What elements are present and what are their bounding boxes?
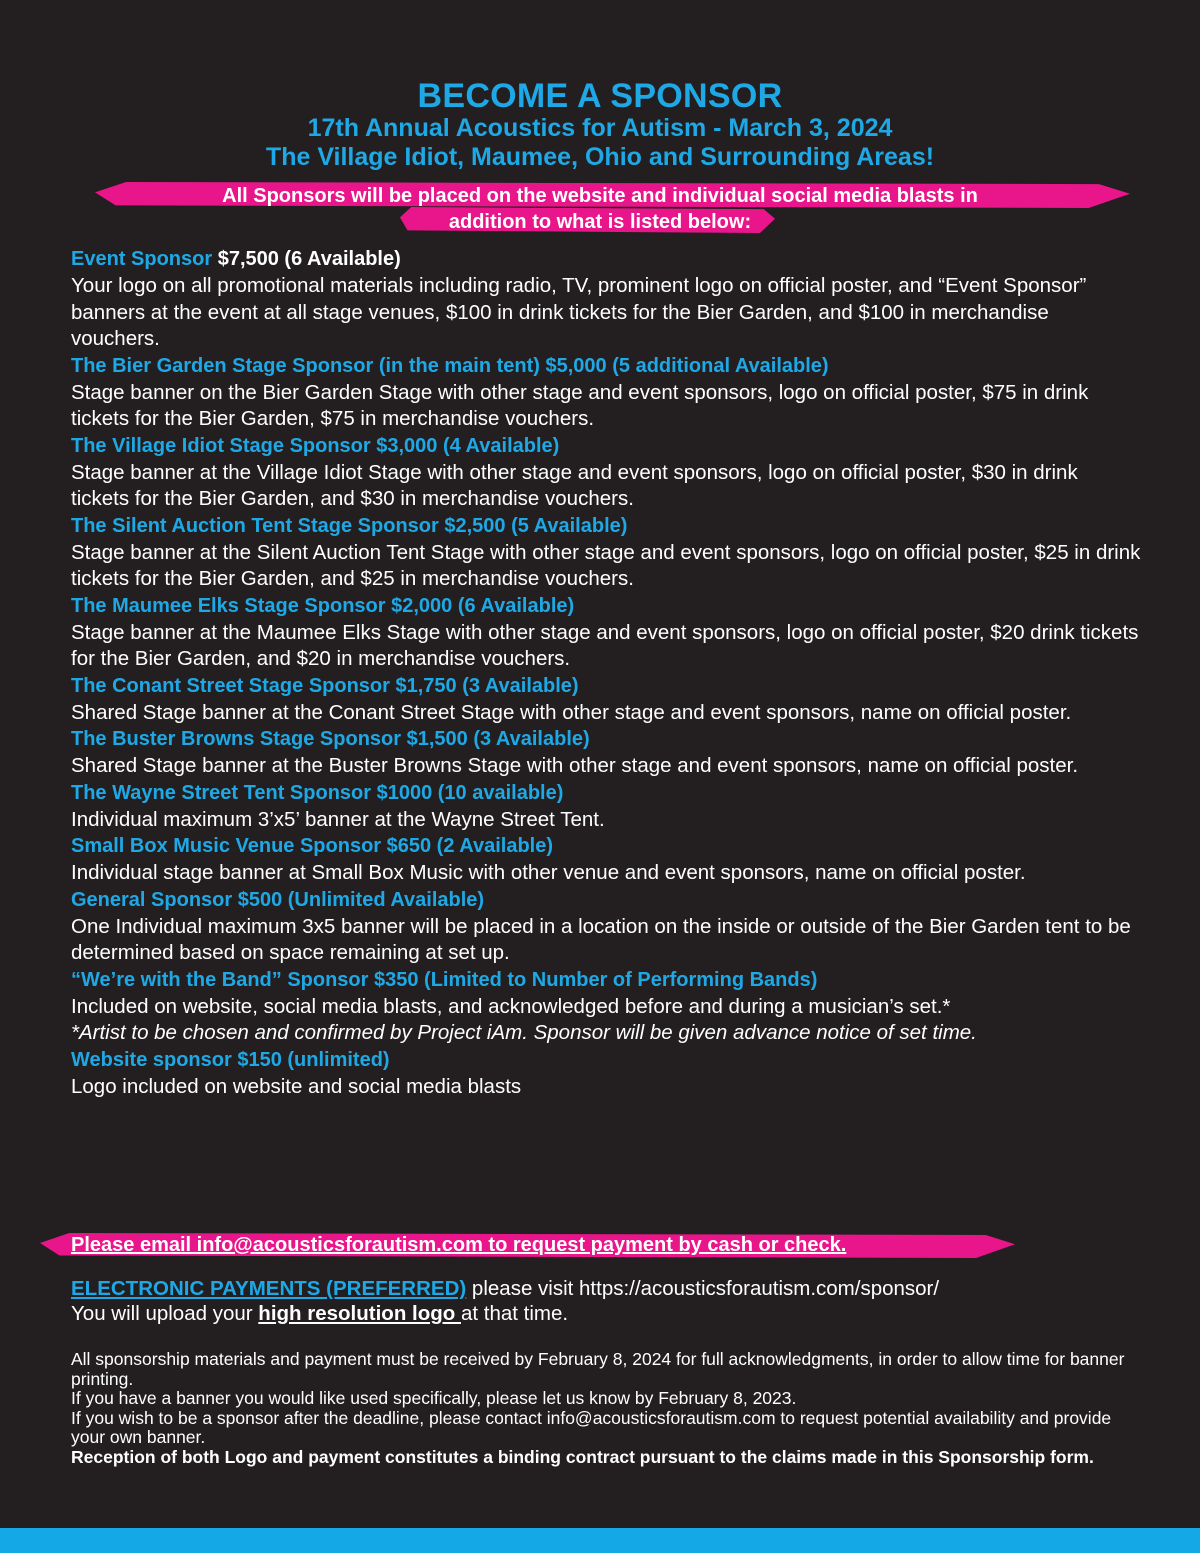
upload-text-end: at that time. [461, 1302, 569, 1325]
venue-subtitle: The Village Idiot, Maumee, Ohio and Surrounding Areas! [265, 143, 935, 171]
tier-buster-browns-stage [71, 726, 1141, 780]
tier-name: The Buster Browns Stage Sponsor $1,500 (3 Available) [71, 728, 590, 750]
tier-name: The Bier Garden Stage Sponsor (in the main tent) $5,000 (5 additional Available) [71, 354, 829, 377]
tier-village-idiot-stage [71, 433, 1141, 513]
tier-name: Event Sponsor [71, 248, 213, 270]
tier-name: The Conant Street Stage Sponsor $1,750 (3 Available) [71, 674, 579, 697]
sponsor-url-text: please visit https://acousticsforautism.com/sponsor/ [466, 1277, 940, 1300]
tier-description: Stage banner at the Maumee Elks Stage with other stage and event sponsors, logo on official poster, $20 drink tickets for the Bier Garden, and $20 in merchandise vouchers. [71, 620, 1139, 670]
tier-description: Individual maximum 3’x5’ banner at the Wayne Street Tent. [71, 807, 605, 831]
bottom-blue-bar [0, 1528, 1200, 1553]
tier-silent-auction-stage [71, 513, 1141, 593]
sponsor-banner-note [150, 183, 1050, 235]
high-resolution-logo-link[interactable]: high resolution logo [258, 1302, 461, 1325]
tier-description: Stage banner at the Village Idiot Stage with other stage and event sponsors, logo on official poster, $30 in drink tickets for the Bier Garden, and $30 in merchandise vouchers. [71, 460, 1078, 510]
electronic-payments-link[interactable]: ELECTRONIC PAYMENTS (PREFERRED) [71, 1277, 467, 1300]
tier-name: “We’re with the Band” Sponsor $350 (Limited to Number of Performing Bands) [71, 968, 818, 991]
electronic-payments [71, 1276, 939, 1326]
banner-line-2: addition to what is listed below: [448, 211, 752, 233]
tier-event-sponsor [71, 246, 1141, 353]
event-subtitle: 17th Annual Acoustics for Autism - March 3, 2024 [307, 114, 893, 142]
tier-description: Your logo on all promotional materials including radio, TV, prominent logo on official poster, and “Event Sponsor” banners at the event at all stage venues, $100 in drink tickets for the Bier Garden, and $100 in merchandise vouchers. [71, 274, 1087, 350]
tier-description: Shared Stage banner at the Conant Street Stage with other stage and event sponsors, name on official poster. [71, 700, 1072, 724]
tier-price: $7,500 (6 Available) [212, 248, 401, 270]
tier-name: The Village Idiot Stage Sponsor $3,000 (4 Available) [71, 434, 560, 457]
tier-maumee-elks-stage [71, 593, 1141, 673]
tier-description: Stage banner at the Silent Auction Tent Stage with other stage and event sponsors, logo on official poster, $25 in drink tickets for the Bier Garden, and $25 in merchandise vouchers. [71, 540, 1141, 590]
tier-name: Small Box Music Venue Sponsor $650 (2 Available) [71, 835, 554, 857]
late-sponsor-note: If you wish to be a sponsor after the deadline, please contact info@acousticsforautism.com to request potential availability and provide your own banner. [71, 1407, 1112, 1447]
page-header [0, 78, 1200, 172]
tier-description: One Individual maximum 3x5 banner will be placed in a location on the inside or outside of the Bier Garden tent to be determined based on space remaining at set up. [71, 914, 1131, 964]
tier-name: The Maumee Elks Stage Sponsor $2,000 (6 Available) [71, 594, 575, 617]
tier-footnote: *Artist to be chosen and confirmed by Project iAm. Sponsor will be given advance notice of set time. [71, 1021, 977, 1044]
upload-text: You will upload your [71, 1302, 259, 1325]
tier-description: Individual stage banner at Small Box Music with other venue and event sponsors, name on official poster. [71, 861, 1026, 884]
tier-name: The Silent Auction Tent Stage Sponsor $2,500 (5 Available) [71, 514, 628, 537]
email-payment-link[interactable]: Please email info@acousticsforautism.com to request payment by cash or check. [71, 1234, 847, 1256]
tier-bier-garden-stage [71, 353, 1141, 433]
sponsor-tier-list [71, 246, 1141, 1100]
banner-line-1: All Sponsors will be placed on the website and individual social media blasts in [222, 185, 978, 207]
tier-name: General Sponsor $500 (Unlimited Available) [71, 888, 485, 911]
tier-name: The Wayne Street Tent Sponsor $1000 (10 available) [71, 781, 564, 804]
fine-print [71, 1350, 1141, 1467]
tier-description: Shared Stage banner at the Buster Browns Stage with other stage and event sponsors, name on official poster. [71, 754, 1079, 777]
tier-small-box-music [71, 833, 1141, 887]
contract-note: Reception of both Logo and payment constitutes a binding contract pursuant to the claims made in this Sponsorship form. [71, 1446, 1094, 1467]
tier-website-sponsor [71, 1047, 1141, 1101]
tier-name: Website sponsor $150 (unlimited) [71, 1048, 390, 1071]
tier-general-sponsor [71, 887, 1141, 967]
tier-wayne-street-tent [71, 780, 1141, 834]
banner-note: If you have a banner you would like used specifically, please let us know by February 8, 2023. [71, 1388, 797, 1408]
deadline-note: All sponsorship materials and payment must be received by February 8, 2024 for full acknowledgments, in order to allow time for banner printing. [71, 1349, 1125, 1389]
tier-description: Stage banner on the Bier Garden Stage with other stage and event sponsors, logo on official poster, $75 in drink tickets for the Bier Garden, $75 in merchandise vouchers. [71, 380, 1089, 430]
tier-description: Logo included on website and social media blasts [71, 1074, 522, 1098]
page-title: BECOME A SPONSOR [417, 77, 783, 115]
tier-with-the-band [71, 967, 1141, 1047]
tier-conant-street-stage [71, 673, 1141, 727]
tier-description: Included on website, social media blasts, and acknowledged before and during a musician’s set.* [71, 994, 951, 1018]
